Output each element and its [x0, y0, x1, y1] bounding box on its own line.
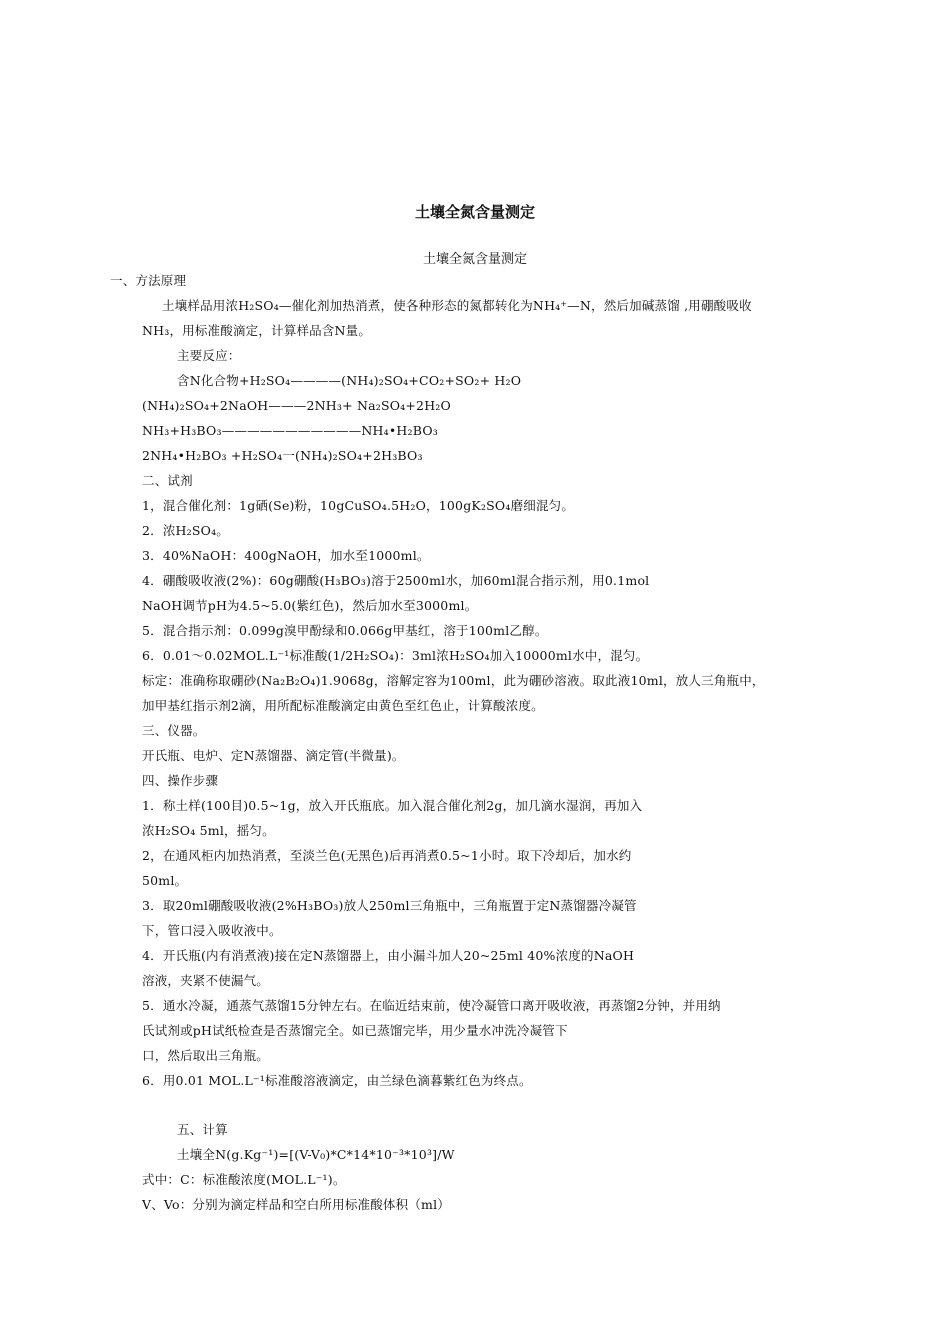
paragraph-line: 主要反应：	[177, 348, 241, 363]
list-item: 4．硼酸吸收液(2%)：60g硼酸(H₃BO₃)溶于2500ml水，加60ml混合指示剂，用0.1mol	[142, 573, 650, 588]
reaction-equation: 含N化合物+H₂SO₄————(NH₄)₂SO₄+CO₂+SO₂+ H₂O	[177, 373, 522, 388]
paragraph-line: 加甲基红指示剂2滴，用所配标准酸滴定由黄色至红色止，计算酸浓度。	[142, 698, 544, 713]
paragraph-line: 式中：C：标准酸浓度(MOL.L⁻¹)。	[142, 1172, 346, 1187]
list-item: 1．称土样(100目)0.5~1g，放入开氏瓶底。加入混合催化剂2g，加几滴水湿润，再加入	[142, 798, 643, 813]
list-item: 3．40%NaOH：400gNaOH，加水至1000ml。	[142, 548, 430, 563]
list-item: 3．取20ml硼酸吸收液(2%H₃BO₃)放人250ml三角瓶中，三角瓶置于定N蒸馏器冷凝管	[142, 898, 637, 913]
paragraph-line: 标定：准确称取硼砂(Na₂B₂O₄)1.9068g，溶解定容为100ml，此为硼砂溶液。取此液10ml，放人三角瓶中，	[142, 673, 765, 688]
list-item: 5．混合指示剂：0.099g溴甲酚绿和0.066g甲基红，溶于100ml乙醇。	[142, 623, 548, 638]
list-item: 2，在通风柜内加热消煮，至淡兰色(无黑色)后再消煮0.5~1小时。取下冷却后，加水约	[142, 848, 632, 863]
reaction-equation: 2NH₄•H₂BO₃ +H₂SO₄一(NH₄)₂SO₄+2H₃BO₃	[142, 448, 423, 463]
paragraph-line: V、Vo：分别为滴定样品和空白所用标准酸体积（ml）	[142, 1197, 450, 1212]
paragraph-line: NH₃，用标准酸滴定，计算样品含N量。	[142, 323, 372, 338]
list-item: 浓H₂SO₄ 5ml，摇匀。	[142, 823, 275, 838]
list-item: 5．通水冷凝，通蒸气蒸馏15分钟左右。在临近结束前，使冷凝管口离开吸收液，再蒸馏2分钟，并用纳	[142, 998, 721, 1013]
paragraph-line: 开氏瓶、电炉、定N蒸馏器、滴定管(半微量)。	[142, 748, 405, 763]
list-item: 6．用0.01 MOL.L⁻¹标准酸溶液滴定，由兰绿色滴暮紫红色为终点。	[142, 1073, 532, 1088]
section-heading-procedure: 四、操作步骤	[142, 773, 219, 788]
reaction-equation: (NH₄)₂SO₄+2NaOH———2NH₃+ Na₂SO₄+2H₂O	[142, 398, 451, 413]
list-item: 4．开氏瓶(内有消煮液)接在定N蒸馏器上，由小漏斗加人20~25ml 40%浓度的NaOH	[142, 948, 635, 963]
list-item: 1，混合催化剂：1g硒(Se)粉，10gCuSO₄.5H₂O，100gK₂SO₄磨细混匀。	[142, 498, 575, 513]
formula: 土壤全N(g.Kg⁻¹)=[(V-V₀)*C*14*10⁻³*10³]/W	[177, 1147, 455, 1162]
section-heading-calculation: 五、计算	[177, 1122, 228, 1137]
list-item: 口，然后取出三角瓶。	[142, 1048, 270, 1063]
list-item: 2．浓H₂SO₄。	[142, 523, 229, 538]
document-title: 土壤全氮含量测定	[414, 203, 535, 221]
list-item: 下，管口浸入吸收液中。	[142, 923, 282, 938]
section-heading-principle: 一、方法原理	[110, 273, 187, 288]
section-heading-instruments: 三、仪器。	[142, 723, 206, 738]
list-item: 50ml。	[142, 873, 188, 888]
paragraph-line: 土壤样品用浓H₂SO₄—催化剂加热消煮，使各种形态的氮都转化为NH₄⁺—N，然后加碱蒸馏 ,用硼酸吸收	[162, 298, 752, 313]
section-heading-reagents: 二、试剂	[142, 473, 193, 488]
document-subtitle: 土壤全氮含量测定	[422, 252, 527, 267]
list-item: 溶液，夹紧不使漏气。	[142, 973, 270, 988]
list-item: 6．0.01～0.02MOL.L⁻¹标准酸(1/2H₂SO₄)：3ml浓H₂SO₄加入10000ml水中，混匀。	[142, 648, 649, 663]
list-item: 氏试剂或pH试纸检查是否蒸馏完全。如已蒸馏完毕，用少量水冲洗冷凝管下	[142, 1023, 568, 1038]
list-item: NaOH调节pH为4.5~5.0(紫红色)，然后加水至3000ml。	[142, 598, 478, 613]
reaction-equation: NH₃+H₃BO₃———————————NH₄•H₂BO₃	[142, 423, 439, 438]
